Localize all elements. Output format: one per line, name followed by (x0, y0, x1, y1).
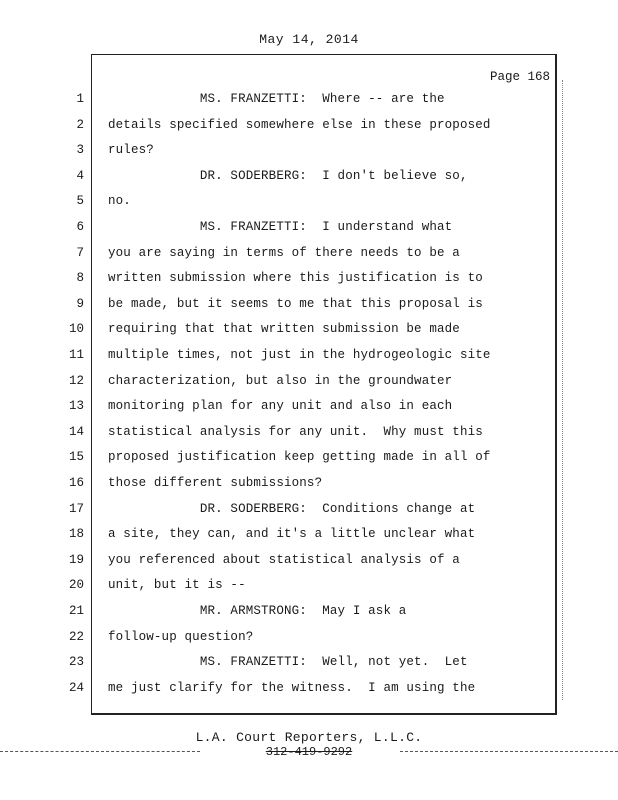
line-number: 24 (68, 680, 84, 695)
transcript-line: requiring that that written submission be made (108, 322, 460, 337)
line-number: 19 (68, 552, 84, 567)
line-number: 8 (76, 271, 84, 286)
transcript-line: monitoring plan for any unit and also in each (108, 399, 453, 414)
transcript-line: be made, but it seems to me that this proposal is (108, 296, 483, 311)
court-reporter-name: L.A. Court Reporters, L.L.C. (195, 730, 423, 745)
transcript-line: you referenced about statistical analysis of a (108, 552, 460, 567)
transcript-line: rules? (108, 143, 154, 158)
transcript-line: multiple times, not just in the hydrogeologic site (108, 348, 491, 362)
line-number: 5 (76, 194, 84, 209)
transcript-date: May 14, 2014 (259, 32, 359, 47)
court-reporter-phone: 312-419-9292 (265, 745, 353, 759)
line-number: 10 (68, 322, 84, 337)
transcript-line: MS. FRANZETTI: Well, not yet. Let (108, 655, 468, 670)
scan-artifact-right (400, 751, 618, 752)
line-number: 3 (76, 143, 84, 158)
line-number: 1 (76, 92, 84, 106)
transcript-line: MR. ARMSTRONG: May I ask a (108, 604, 407, 618)
transcript-line: proposed justification keep getting made in all of (108, 450, 491, 465)
line-number: 14 (68, 424, 84, 439)
line-number: 7 (76, 245, 84, 260)
line-number: 18 (68, 527, 84, 542)
scan-edge-mark (562, 80, 563, 700)
line-number: 20 (68, 578, 84, 593)
transcript-line: details specified somewhere else in these proposed (108, 117, 491, 132)
line-number: 22 (68, 629, 84, 644)
line-number: 21 (68, 604, 84, 618)
transcript-line: MS. FRANZETTI: I understand what (108, 220, 453, 234)
transcript-line: MS. FRANZETTI: Where -- are the (108, 92, 445, 106)
transcript-line: written submission where this justification is to (108, 271, 483, 286)
line-number: 4 (76, 168, 84, 183)
scan-artifact-left (0, 751, 200, 752)
page-number: Page 168 (489, 70, 550, 84)
line-number: 13 (68, 399, 84, 414)
line-number: 2 (76, 117, 84, 132)
line-number: 6 (76, 220, 84, 234)
transcript-line: follow-up question? (108, 629, 254, 644)
line-number: 16 (68, 476, 84, 490)
transcript-line: a site, they can, and it's a little unclear what (108, 527, 476, 542)
transcript-line: those different submissions? (108, 476, 323, 490)
transcript-line: you are saying in terms of there needs to be a (108, 245, 460, 260)
transcript-line: characterization, but also in the groundwater (108, 373, 453, 388)
line-number: 23 (68, 655, 84, 670)
line-number: 11 (68, 348, 84, 362)
transcript-line: no. (108, 194, 131, 209)
line-number: 9 (76, 296, 84, 311)
line-number: 15 (68, 450, 84, 465)
transcript-line: statistical analysis for any unit. Why must this (108, 424, 483, 439)
line-number: 17 (68, 501, 84, 516)
line-number: 12 (68, 373, 84, 388)
transcript-line: unit, but it is -- (108, 578, 246, 593)
transcript-line: me just clarify for the witness. I am using the (108, 680, 476, 695)
transcript-line: DR. SODERBERG: I don't believe so, (108, 168, 468, 183)
transcript-line: DR. SODERBERG: Conditions change at (108, 501, 476, 516)
